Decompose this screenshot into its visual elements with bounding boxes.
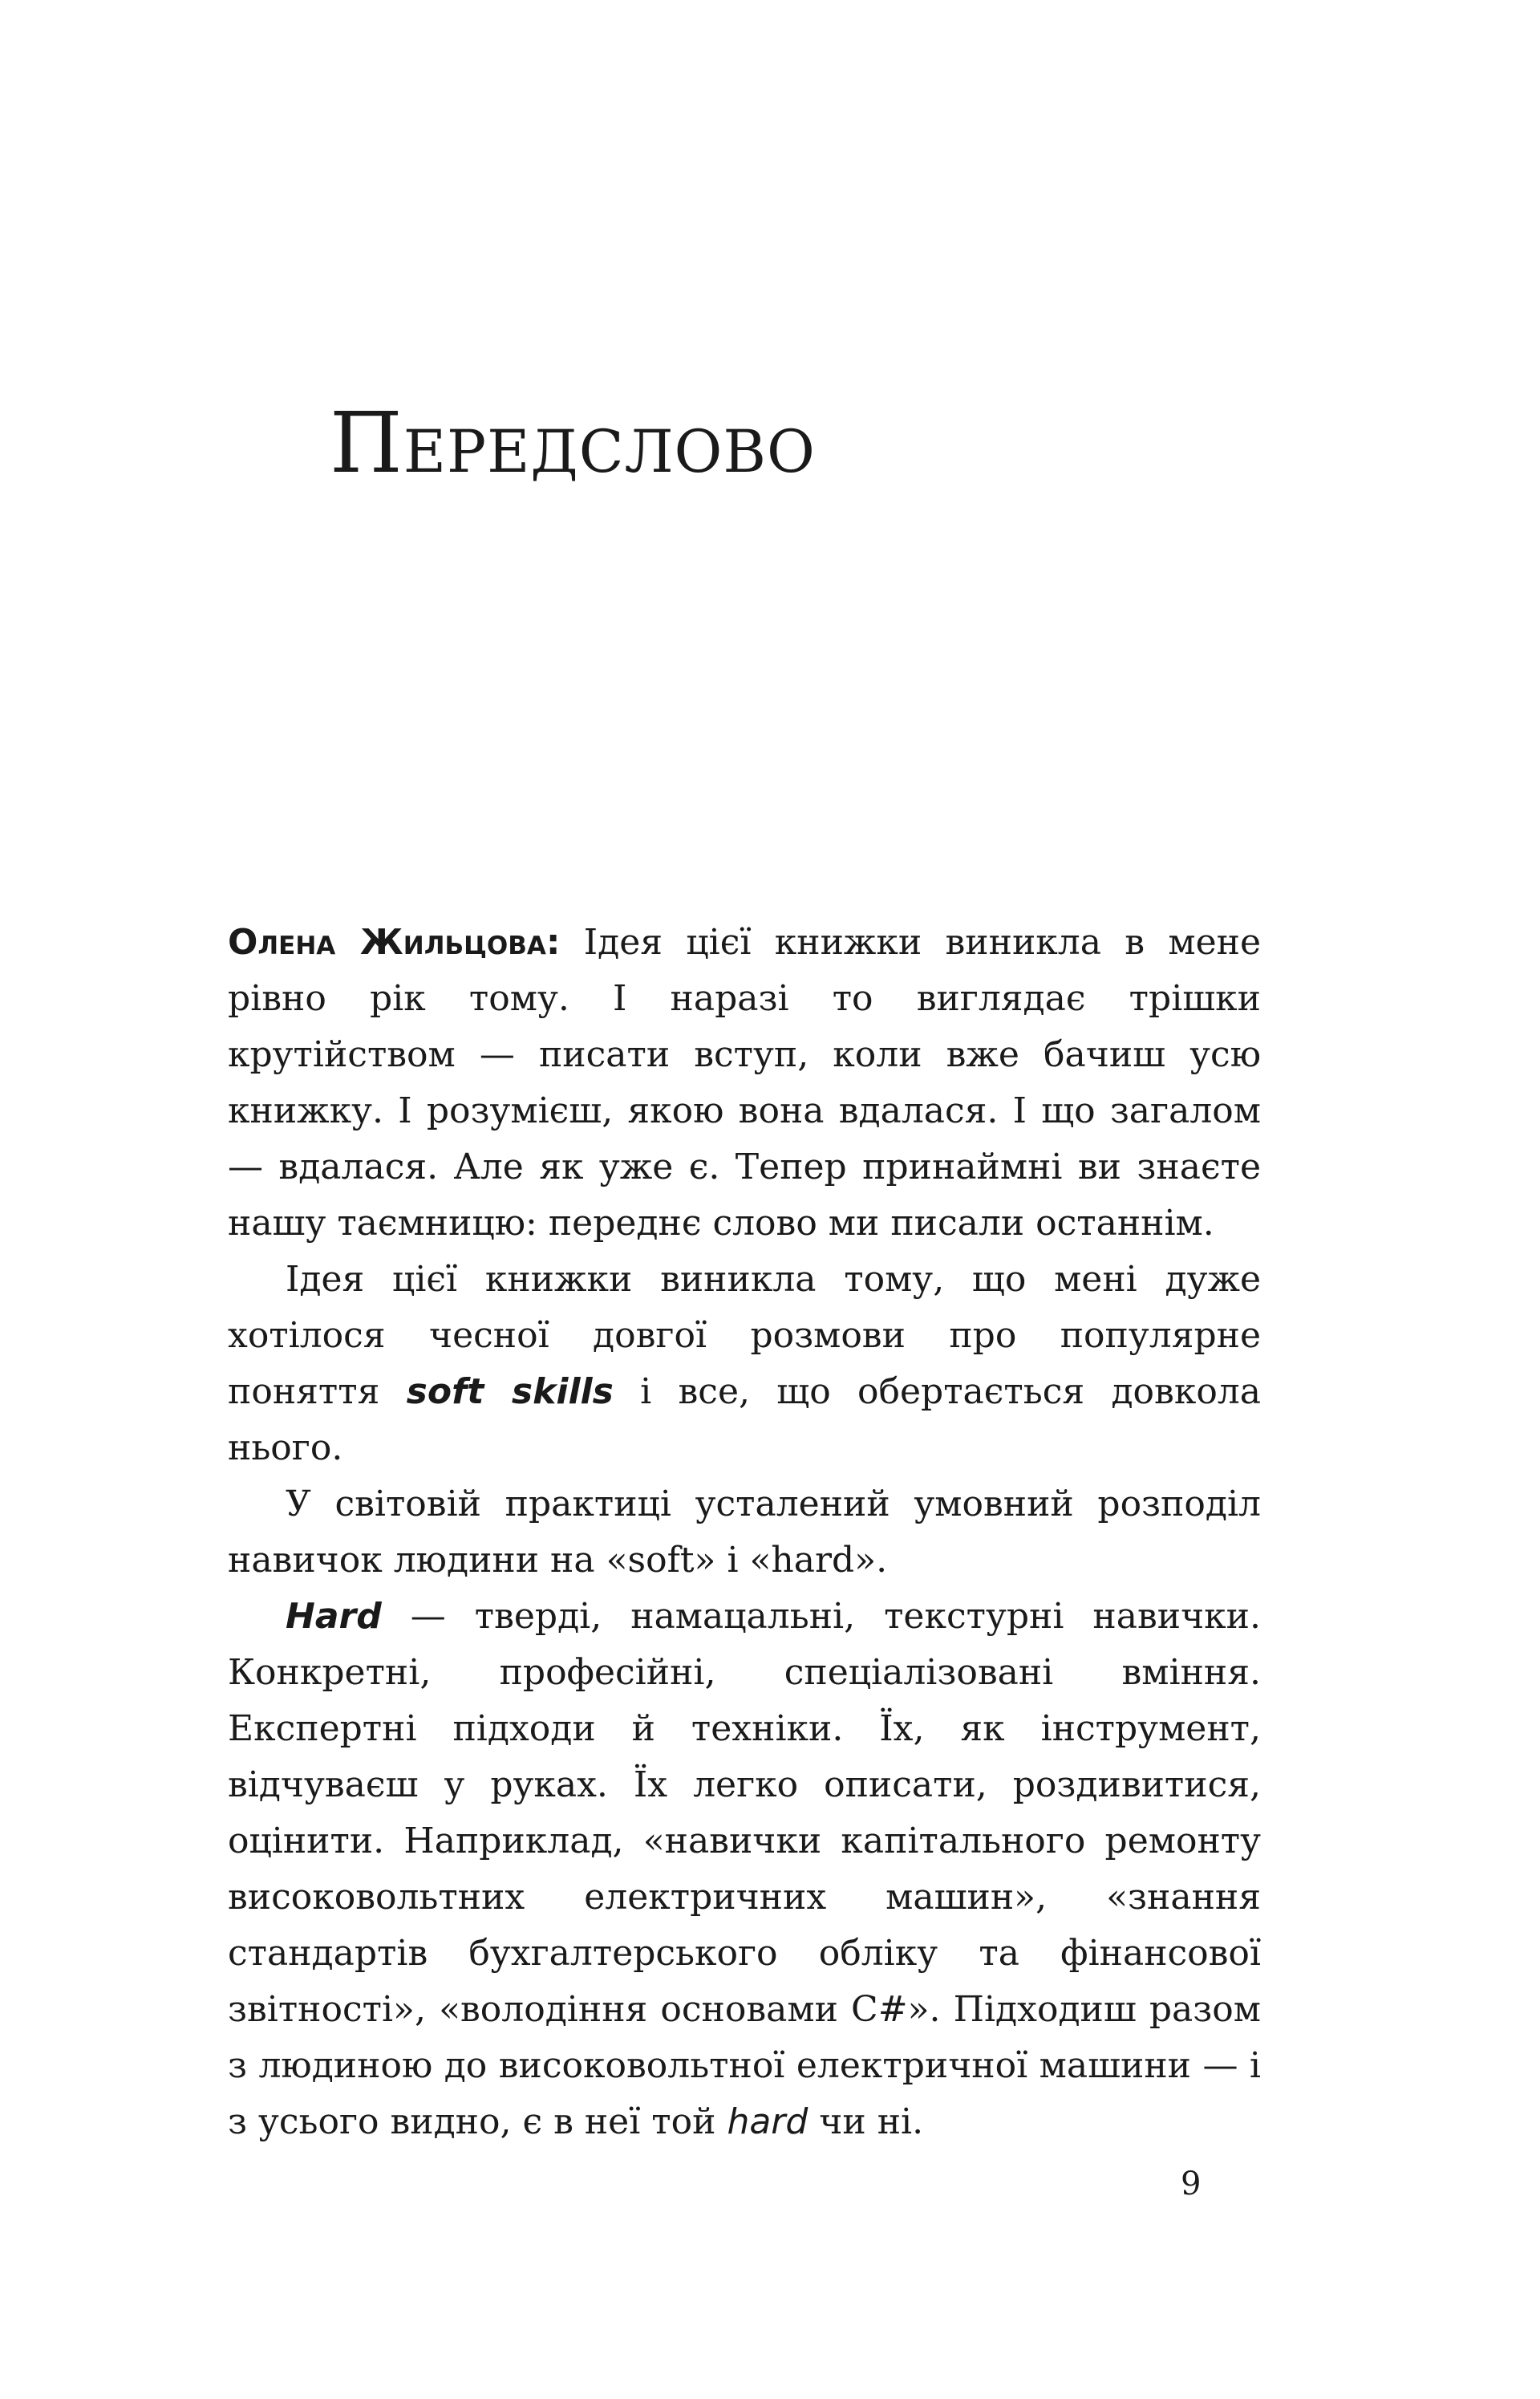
speaker-name: Олена Жильцова: bbox=[228, 922, 561, 963]
term-hard: Hard bbox=[286, 1596, 382, 1637]
paragraph-2-text-after: і все, що обертається довкола нього. bbox=[228, 1371, 1261, 1468]
paragraph-4-text-mid: — тверді, намацальні, текстурні навички. Конкретні, професійні, спеціалізовані вміння. Експертні підходи й техніки. Їх, як інструмент, відчуваєш у руках. Їх легко описати, роздивитися, оцінити. Наприклад, «навички капітального ремонту високовольтних електричних машин», «знання стандартів бухгалтерського обліку та фінансової звітності», «володіння основами C#». Підходиш разом з людиною до високовольтної електричної машини — і з усього видно, є в неї той bbox=[228, 1596, 1261, 2142]
paragraph-1 bbox=[228, 915, 1261, 1252]
paragraph-3 bbox=[228, 1476, 1261, 1589]
paragraph-3-text: У світовій практиці усталений умовний розподіл навичок людини на «soft» і «hard». bbox=[228, 1484, 1261, 1581]
paragraph-4 bbox=[228, 1589, 1261, 2150]
paragraph-4-text-after: чи ні. bbox=[808, 2101, 924, 2142]
body-text bbox=[228, 915, 1261, 2150]
paragraph-2 bbox=[228, 1252, 1261, 1476]
paragraph-2-text-before: Ідея цієї книжки виникла тому, що мені дуже хотілося чесної довгої розмови про популярне поняття bbox=[228, 1259, 1261, 1412]
term-hard-inline: hard bbox=[727, 2101, 808, 2142]
page-number: 9 bbox=[1181, 2166, 1202, 2202]
chapter-title: Передслово bbox=[330, 394, 816, 492]
term-soft-skills: soft skills bbox=[406, 1371, 614, 1412]
paragraph-1-text: Ідея цієї книжки виникла в мене рівно рік тому. І наразі то виглядає трішки крутійством — писати вступ, коли вже бачиш усю книжку. І розумієш, якою вона вдалася. І що загалом — вдалася. Але як уже є. Тепер принаймні ви знаєте нашу таємницю: переднє слово ми писали останнім. bbox=[228, 922, 1262, 1244]
